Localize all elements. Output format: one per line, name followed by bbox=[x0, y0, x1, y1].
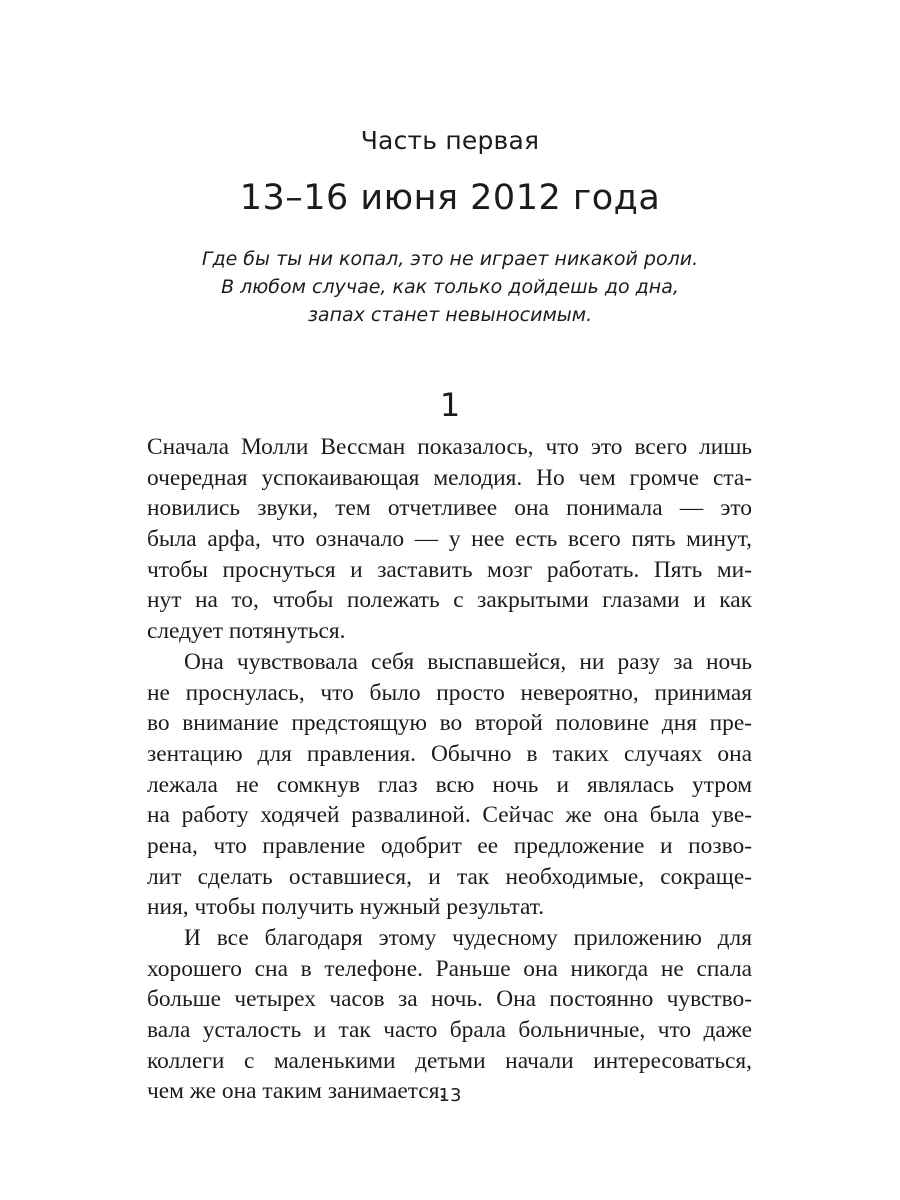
text-line: вала усталость и так часто брала больничные, что даже bbox=[147, 1017, 752, 1044]
text-line: новились звуки, тем отчетливее она понимала — это bbox=[147, 495, 752, 522]
page-number: 13 bbox=[438, 1085, 462, 1106]
epigraph-line: Где бы ты ни копал, это не играет никакой роли. bbox=[201, 248, 699, 270]
text-line: была арфа, что означало — у нее есть всего пять минут, bbox=[147, 526, 752, 553]
paragraph bbox=[147, 647, 752, 923]
text-line: на работу ходячей развалиной. Сейчас же она была уве- bbox=[147, 802, 752, 829]
paragraph bbox=[147, 923, 752, 1107]
part-dates: 13–16 июня 2012 года bbox=[239, 178, 661, 218]
part-label: Часть первая bbox=[360, 126, 540, 155]
text-line: рена, что правление одобрит ее предложение и позво- bbox=[147, 832, 752, 859]
epigraph bbox=[0, 245, 900, 329]
text-line: следует потянуться. bbox=[147, 618, 346, 645]
epigraph-line: В любом случае, как только дойдешь до дна, bbox=[221, 276, 679, 298]
text-line: чем же она таким занимается. bbox=[147, 1078, 446, 1105]
paragraph bbox=[147, 432, 752, 647]
text-line: коллеги с маленькими детьми начали интересоваться, bbox=[147, 1047, 752, 1074]
chapter-number: 1 bbox=[439, 386, 461, 424]
text-line: во внимание предстоящую во второй половине дня пре- bbox=[147, 710, 752, 737]
text-line: И все благодаря этому чудесному приложению для bbox=[184, 925, 752, 951]
text-line: лежала не сомкнув глаз всю ночь и являлась утром bbox=[147, 771, 752, 798]
text-line: ния, чтобы получить нужный результат. bbox=[147, 894, 545, 921]
text-line: зентацию для правления. Обычно в таких случаях она bbox=[147, 740, 752, 767]
text-line: Сначала Молли Вессман показалось, что это всего лишь bbox=[147, 434, 752, 460]
text-line: очередная успокаивающая мелодия. Но чем громче ста- bbox=[147, 464, 752, 491]
text-line: Она чувствовала себя выспавшейся, ни разу за ночь bbox=[184, 648, 752, 675]
chapter-body bbox=[147, 432, 752, 1107]
text-line: нут на то, чтобы полежать с закрытыми глазами и как bbox=[147, 587, 752, 614]
text-line: чтобы проснуться и заставить мозг работать. Пять ми- bbox=[147, 556, 752, 583]
text-line: больше четырех часов за ночь. Она постоянно чувство- bbox=[147, 986, 752, 1013]
epigraph-line: запах станет невыносимым. bbox=[307, 304, 593, 326]
text-line: не проснулась, что было просто невероятно, принимая bbox=[147, 679, 752, 706]
text-line: хорошего сна в телефоне. Раньше она никогда не спала bbox=[147, 955, 752, 982]
text-line: лит сделать оставшиеся, и так необходимые, сокраще- bbox=[147, 863, 752, 890]
